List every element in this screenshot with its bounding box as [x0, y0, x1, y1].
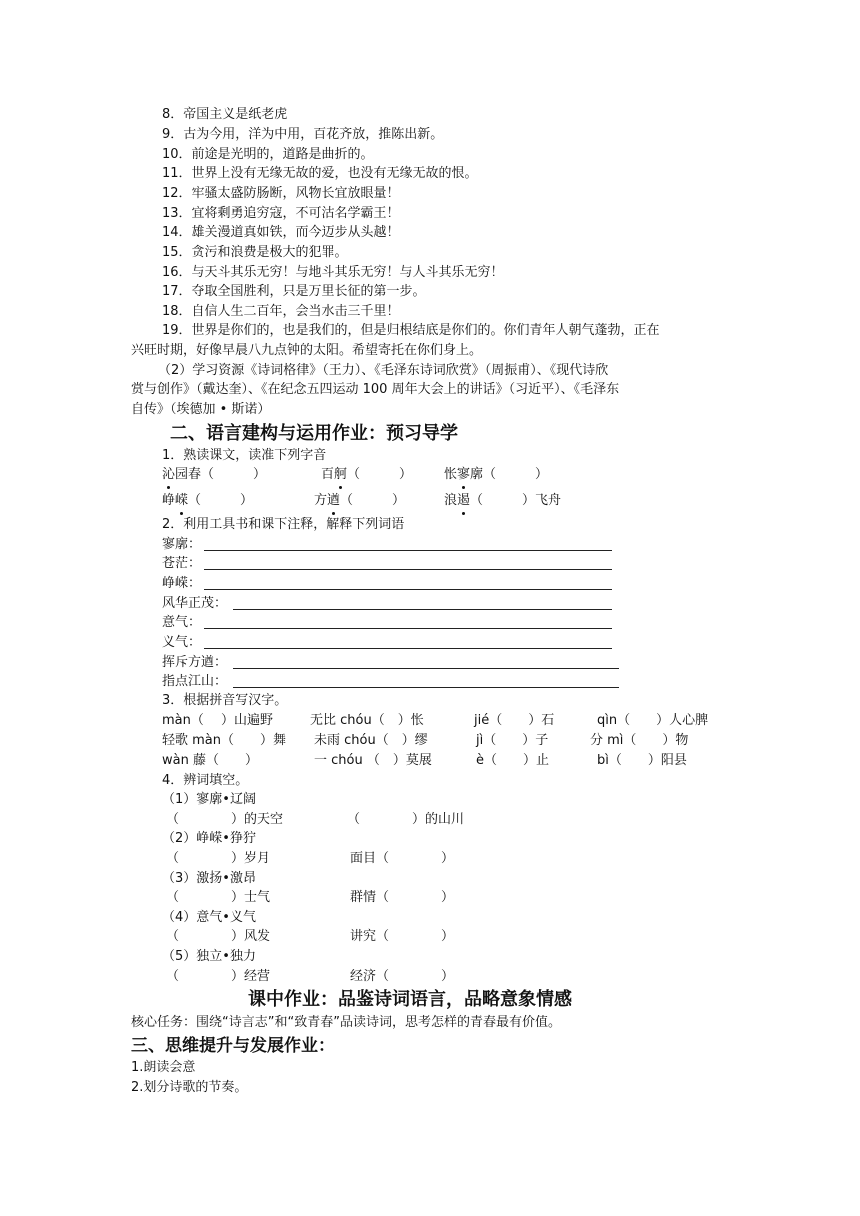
- term-label: 意气：: [162, 615, 202, 630]
- pron-item: 方遒（ ）: [314, 493, 406, 508]
- pair-option: （ ）士气: [166, 890, 271, 905]
- answer-line[interactable]: [204, 628, 612, 629]
- pinyin-item: 未雨 chóu（ ）缪: [314, 733, 428, 748]
- quote-item: 10．前途是光明的，道路是曲折的。: [162, 147, 374, 162]
- pair-option: （ ）岁月: [166, 851, 271, 866]
- answer-line[interactable]: [233, 687, 619, 688]
- pair-heading: （2）峥嵘•狰狞: [162, 831, 256, 846]
- quote-item: 13．宜将剩勇追穷寇，不可沽名学霸王！: [162, 206, 400, 221]
- pair-option: （ ）的天空: [166, 812, 284, 827]
- pair-option: （ ）经营: [166, 969, 271, 984]
- question-3: 3．根据拼音写汉字。: [162, 693, 288, 708]
- pron-item: 沁园春（ ）: [162, 467, 267, 482]
- answer-line[interactable]: [233, 668, 619, 669]
- pair-heading: （5）独立•独力: [162, 949, 256, 964]
- question-2: 2．利用工具书和课下注释，解释下列词语: [162, 517, 405, 532]
- quote-19-line2: 兴旺时期，好像早晨八九点钟的太阳。希望寄托在你们身上。: [131, 343, 483, 358]
- pron-item: 百舸（ ）: [321, 467, 413, 482]
- pair-option: 讲究（ ）: [350, 929, 455, 944]
- resources-line1: （2）学习资源《诗词格律》（王力）、《毛泽东诗词欣赏》（周振甫）、《现代诗欣: [158, 363, 609, 378]
- section3-item: 1.朗读会意: [131, 1060, 196, 1075]
- quote-item: 12．牢骚太盛防肠断，风物长宜放眼量！: [162, 186, 400, 201]
- pinyin-item: 无比 chóu（ ）怅: [310, 713, 424, 728]
- pinyin-item: 轻歌 màn（ ）舞: [162, 733, 287, 748]
- pinyin-item: è（ ）止: [476, 753, 549, 768]
- classwork-title: 课中作业：品鉴诗词语言，品略意象情感: [248, 989, 572, 1010]
- quote-item: 17．夺取全国胜利，只是万里长征的第一步。: [162, 284, 426, 299]
- pinyin-item: 分 mì（ ）物: [590, 733, 689, 748]
- pair-option: 面目（ ）: [350, 851, 455, 866]
- question-4: 4．辨词填空。: [162, 773, 249, 788]
- pair-heading: （1）寥廓•辽阔: [162, 792, 256, 807]
- term-label: 苍茫：: [162, 556, 202, 571]
- quote-item: 16．与天斗其乐无穷！与地斗其乐无穷！与人斗其乐无穷！: [162, 265, 504, 280]
- pron-item: 峥嵘（ ）: [162, 493, 254, 508]
- resources-line2: 赏与创作》（戴达奎）、《在纪念五四运动 100 周年大会上的讲话》（习近平）、《毛泽东: [131, 382, 620, 397]
- core-task: 核心任务：围绕“诗言志”和“致青春”品读诗词，思考怎样的青春最有价值。: [131, 1015, 561, 1030]
- quote-item: 14．雄关漫道真如铁，而今迈步从头越！: [162, 225, 400, 240]
- term-label: 挥斥方遒：: [162, 655, 228, 670]
- pair-heading: （4）意气•义气: [162, 910, 256, 925]
- pinyin-item: wàn 藤（ ）: [162, 753, 258, 768]
- pinyin-item: jié（ ）石: [474, 713, 555, 728]
- answer-line[interactable]: [233, 609, 612, 610]
- pinyin-item: jì（ ）子: [476, 733, 549, 748]
- pinyin-item: bì（ ）阳县: [597, 753, 687, 768]
- pair-option: （ ）风发: [166, 929, 271, 944]
- answer-line[interactable]: [204, 589, 612, 590]
- term-label: 义气：: [162, 635, 202, 650]
- term-label: 风华正茂：: [162, 596, 228, 611]
- quote-item: 11．世界上没有无缘无故的爱，也没有无缘无故的恨。: [162, 166, 478, 181]
- quote-19-line1: 19．世界是你们的，也是我们的，但是归根结底是你们的。你们青年人朝气蓬勃，正在: [162, 323, 660, 338]
- quote-item: 15．贪污和浪费是极大的犯罪。: [162, 245, 348, 260]
- quote-item: 9．古为今用，洋为中用，百花齐放，推陈出新。: [162, 127, 444, 142]
- section3-item: 2.划分诗歌的节奏。: [131, 1080, 248, 1095]
- resources-line3: 自传》（埃德加 • 斯诺）: [131, 402, 271, 417]
- pinyin-item: màn（ ）山遍野: [162, 713, 274, 728]
- pair-option: （ ）的山川: [347, 812, 465, 827]
- question-1: 1．熟读课文，读准下列字音: [162, 448, 327, 463]
- section3-title: 三、思维提升与发展作业：: [131, 1036, 335, 1056]
- term-label: 峥嵘：: [162, 576, 202, 591]
- term-label: 指点江山：: [162, 674, 228, 689]
- answer-line[interactable]: [204, 569, 612, 570]
- pron-item: 浪遏（ ）飞舟: [444, 493, 562, 508]
- answer-line[interactable]: [204, 550, 612, 551]
- quote-item: 18．自信人生二百年，会当水击三千里！: [162, 304, 400, 319]
- answer-line[interactable]: [204, 648, 612, 649]
- pair-option: 经济（ ）: [350, 969, 455, 984]
- pron-item: 怅寥廓（ ）: [444, 467, 549, 482]
- pinyin-item: qìn（ ）人心脾: [597, 713, 709, 728]
- pinyin-item: 一 chóu （ ）莫展: [314, 753, 432, 768]
- term-label: 寥廓：: [162, 537, 202, 552]
- pair-option: 群情（ ）: [350, 890, 455, 905]
- pair-heading: （3）激扬•激昂: [162, 871, 256, 886]
- section2-title: 二、语言建构与运用作业：预习导学: [170, 423, 458, 444]
- quote-item: 8．帝国主义是纸老虎: [162, 107, 288, 122]
